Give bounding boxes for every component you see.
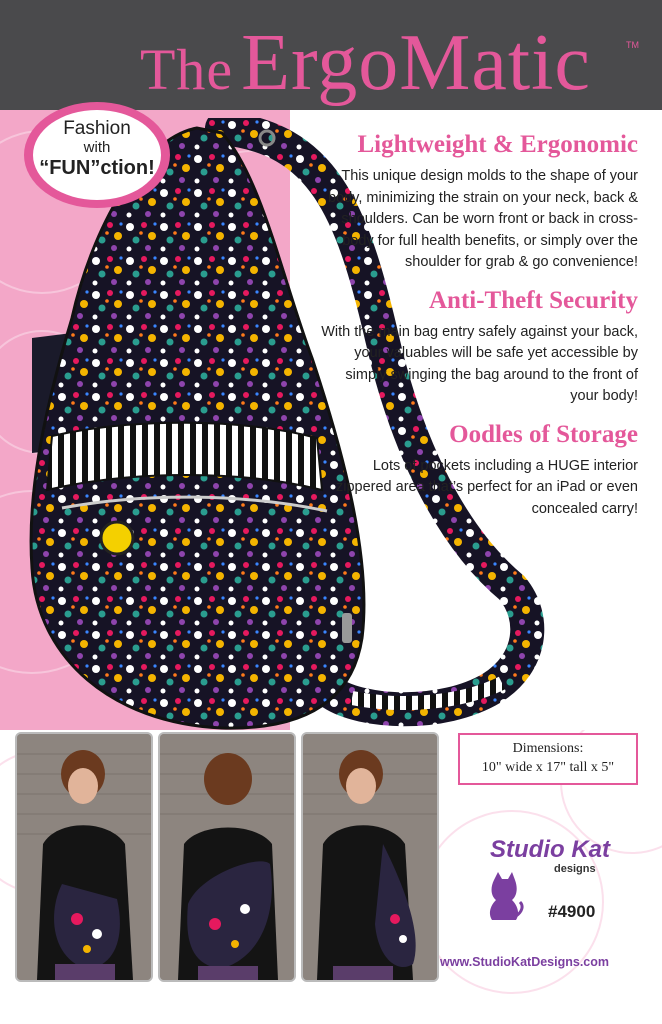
title-the: The bbox=[140, 37, 234, 102]
badge-line-1: Fashion bbox=[63, 118, 131, 139]
photo-back-view bbox=[158, 732, 296, 982]
section-heading: Lightweight & Ergonomic bbox=[357, 131, 638, 158]
badge-line-2: with bbox=[83, 139, 111, 156]
logo-name: Studio Kat bbox=[490, 836, 610, 863]
badge-text bbox=[22, 118, 172, 180]
logo-subtitle: designs bbox=[554, 863, 596, 875]
fashion-badge bbox=[22, 100, 172, 210]
dimensions-value: 10" wide x 17" tall x 5" bbox=[481, 760, 615, 775]
badge-line-3: “FUN”ction! bbox=[39, 157, 155, 179]
photo-front-view bbox=[15, 732, 153, 982]
section-anti-theft bbox=[318, 286, 638, 408]
pattern-number: #4900 bbox=[548, 902, 596, 921]
section-heading: Oodles of Storage bbox=[449, 420, 638, 448]
website-link[interactable]: www.StudioKatDesigns.com bbox=[440, 955, 610, 969]
trademark-mark: TM bbox=[626, 40, 639, 50]
cat-icon bbox=[484, 872, 524, 922]
title-main: ErgoMatic bbox=[241, 19, 591, 107]
model-photo bbox=[17, 734, 151, 980]
section-storage bbox=[318, 420, 638, 521]
dimensions-box bbox=[458, 733, 638, 785]
dimensions-label: Dimensions: bbox=[512, 741, 584, 756]
section-heading: Anti-Theft Security bbox=[429, 286, 638, 314]
section-body: With the main bag entry safely against your back, your valuables will be safe yet accessible by simply swinging the bag around to the front of your body! bbox=[321, 323, 638, 404]
model-photo bbox=[303, 734, 437, 980]
section-body: This unique design molds to the shape of your body, minimizing the strain on your neck, back & shoulders. Can be worn front or back in cross-body for full health benefits, or simply over the shoulder for grab & go convenience! bbox=[327, 168, 638, 270]
section-lightweight bbox=[318, 130, 638, 274]
section-body: Lots of pockets including a HUGE interior zippered area that’s perfect for an iPad or even concealed carry! bbox=[335, 457, 638, 517]
photo-side-view bbox=[301, 732, 439, 982]
model-photo bbox=[160, 734, 294, 980]
feature-sections bbox=[318, 130, 638, 520]
page-title bbox=[140, 18, 591, 109]
